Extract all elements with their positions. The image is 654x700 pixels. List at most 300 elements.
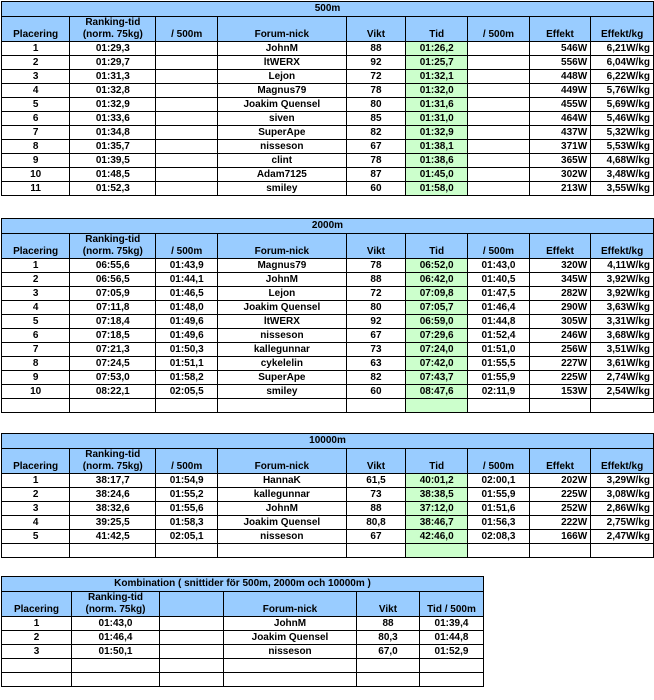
tid-cell [406,544,468,558]
header-ranking: Ranking-tid (norm. 75kg) [70,17,156,42]
effektkg-cell: 6,04W/kg [591,56,654,70]
vikt-cell: 67 [346,140,406,154]
table-row [2,42,654,56]
per500-cell: 02:05,5 [156,385,218,399]
nick-cell: Adam7125 [218,168,347,182]
ranking-cell: 38:32,6 [70,502,156,516]
effektkg-cell: 3,92W/kg [591,287,654,301]
nick-cell: ltWERX [218,56,347,70]
header-effektkg: Effekt/kg [591,234,654,259]
vikt-cell: 63 [346,357,406,371]
header-vikt: Vikt [346,449,406,474]
effektkg-cell: 2,75W/kg [591,516,654,530]
placering-cell: 4 [2,84,70,98]
placering-cell: 2 [2,631,72,645]
effektkg-cell: 3,29W/kg [591,474,654,488]
tid-per500-cell [468,140,530,154]
header-tid-per500: / 500m [468,234,530,259]
effektkg-cell [591,399,654,413]
header-ranking: Ranking-tid (norm. 75kg) [70,234,156,259]
header-effektkg: Effekt/kg [591,17,654,42]
vikt-cell: 92 [346,315,406,329]
tid-per500-cell [468,399,530,413]
header-placering: Placering [2,17,70,42]
header-effekt: Effekt [529,234,590,259]
tid-cell: 08:47,6 [406,385,468,399]
placering-cell: 1 [2,474,70,488]
effektkg-cell: 3,92W/kg [591,273,654,287]
table-row [2,488,654,502]
effekt-cell: 437W [529,126,590,140]
effekt-cell: 448W [529,70,590,84]
vikt-cell: 85 [346,112,406,126]
vikt-cell: 60 [346,385,406,399]
placering-cell: 2 [2,488,70,502]
ranking-cell: 07:18,4 [70,315,156,329]
per500-cell [156,84,218,98]
vikt-cell: 73 [346,488,406,502]
tid-per500-cell [468,56,530,70]
tid-per500-cell [468,70,530,84]
tid-per500-cell [468,42,530,56]
tid-cell: 07:42,0 [406,357,468,371]
tid-per500-cell [468,182,530,196]
nick-cell: Joakim Quensel [224,631,357,645]
placering-cell: 5 [2,98,70,112]
placering-cell: 10 [2,168,70,182]
table-row [2,502,654,516]
header-tid-per500: / 500m [468,449,530,474]
tid-per500-cell [420,659,484,673]
per500-cell: 01:51,1 [156,357,218,371]
vikt-cell: 61,5 [346,474,406,488]
vikt-cell: 80,8 [346,516,406,530]
per500-cell: 01:49,6 [156,329,218,343]
tid-per500-cell: 01:51,0 [468,343,530,357]
vikt-cell: 60 [346,182,406,196]
ranking-cell: 01:43,0 [72,617,160,631]
header-nick: Forum-nick [224,592,357,617]
effekt-cell: 455W [529,98,590,112]
nick-cell [224,673,357,687]
ranking-cell: 01:32,8 [70,84,156,98]
table-row [2,182,654,196]
effektkg-cell: 4,68W/kg [591,154,654,168]
vikt-cell: 92 [346,56,406,70]
table-row [2,154,654,168]
header-nick: Forum-nick [218,17,347,42]
vikt-cell: 67 [346,530,406,544]
per500-cell [156,112,218,126]
tid-per500-cell: 01:46,4 [468,301,530,315]
nick-cell: SuperApe [218,126,347,140]
tid-per500-cell: 01:44,8 [468,315,530,329]
per500-cell [160,673,224,687]
table-kombination [1,576,484,687]
tid-per500-cell [468,98,530,112]
nick-cell: clint [218,154,347,168]
table-row [2,301,654,315]
header-placering: Placering [2,449,70,474]
table-row [2,516,654,530]
effekt-cell: 345W [529,273,590,287]
vikt-cell: 78 [346,154,406,168]
effekt-cell: 153W [529,385,590,399]
nick-cell: JohnM [218,273,347,287]
effekt-cell: 290W [529,301,590,315]
effekt-cell: 371W [529,140,590,154]
tid-per500-cell [468,112,530,126]
table-row [2,617,484,631]
effekt-cell: 225W [529,371,590,385]
per500-cell [156,140,218,154]
vikt-cell: 80 [346,301,406,315]
nick-cell: cykelelin [218,357,347,371]
placering-cell: 9 [2,154,70,168]
tid-cell: 01:38,6 [406,154,468,168]
table-row [2,140,654,154]
tid-per500-cell [468,544,530,558]
effektkg-cell: 2,54W/kg [591,385,654,399]
section-title: 10000m [2,434,654,449]
nick-cell: nisseson [218,530,347,544]
table-row [2,259,654,273]
effektkg-cell: 3,31W/kg [591,315,654,329]
effekt-cell: 464W [529,112,590,126]
header-effektkg: Effekt/kg [591,449,654,474]
placering-cell: 6 [2,329,70,343]
table-row [2,343,654,357]
vikt-cell: 80,3 [357,631,420,645]
per500-cell: 01:55,2 [156,488,218,502]
table-row [2,84,654,98]
tid-per500-cell [468,168,530,182]
nick-cell: smiley [218,182,347,196]
placering-cell: 6 [2,112,70,126]
table-row [2,371,654,385]
ranking-cell: 07:11,8 [70,301,156,315]
tid-cell: 01:26,2 [406,42,468,56]
header-nick: Forum-nick [218,234,347,259]
ranking-cell: 07:05,9 [70,287,156,301]
tid-per500-cell [420,673,484,687]
effekt-cell: 449W [529,84,590,98]
effektkg-cell: 2,86W/kg [591,502,654,516]
ranking-cell: 06:55,6 [70,259,156,273]
effektkg-cell: 4,11W/kg [591,259,654,273]
placering-cell: 2 [2,273,70,287]
placering-cell: 5 [2,530,70,544]
placering-cell [2,544,70,558]
effekt-cell [529,399,590,413]
ranking-cell: 01:31,3 [70,70,156,84]
header-ranking: Ranking-tid (norm. 75kg) [72,592,160,617]
ranking-cell: 01:50,1 [72,645,160,659]
header-nick: Forum-nick [218,449,347,474]
vikt-cell: 72 [346,70,406,84]
ranking-cell: 01:34,8 [70,126,156,140]
effektkg-cell: 3,51W/kg [591,343,654,357]
ranking-cell [72,659,160,673]
effektkg-cell: 5,76W/kg [591,84,654,98]
placering-cell: 3 [2,502,70,516]
header-ranking: Ranking-tid (norm. 75kg) [70,449,156,474]
tid-cell: 37:12,0 [406,502,468,516]
tid-cell: 07:24,0 [406,343,468,357]
placering-cell: 8 [2,357,70,371]
tid-per500-cell [468,84,530,98]
placering-cell: 3 [2,645,72,659]
tid-per500-cell: 01:55,9 [468,371,530,385]
section-title: 2000m [2,219,654,234]
tid-cell: 01:38,1 [406,140,468,154]
effektkg-cell: 3,55W/kg [591,182,654,196]
table-row [2,645,484,659]
nick-cell: Lejon [218,70,347,84]
table-row [2,168,654,182]
ranking-cell: 01:32,9 [70,98,156,112]
tid-cell: 40:01,2 [406,474,468,488]
effekt-cell: 252W [529,502,590,516]
vikt-cell: 67,0 [357,645,420,659]
per500-cell [156,544,218,558]
nick-cell: kallegunnar [218,343,347,357]
tid-per500-cell: 01:52,4 [468,329,530,343]
tid-cell: 07:43,7 [406,371,468,385]
header-vikt: Vikt [346,17,406,42]
table-row [2,357,654,371]
nick-cell: SuperApe [218,371,347,385]
placering-cell: 1 [2,259,70,273]
header-placering: Placering [2,234,70,259]
nick-cell [224,659,357,673]
per500-cell [156,399,218,413]
per500-cell [156,182,218,196]
placering-cell: 5 [2,315,70,329]
tid-cell: 01:58,0 [406,182,468,196]
table-row [2,287,654,301]
table-row [2,399,654,413]
vikt-cell: 82 [346,371,406,385]
ranking-cell: 07:53,0 [70,371,156,385]
effektkg-cell: 6,22W/kg [591,70,654,84]
vikt-cell [346,544,406,558]
per500-cell: 01:46,5 [156,287,218,301]
effektkg-cell: 2,47W/kg [591,530,654,544]
table-row [2,530,654,544]
tid-per500-cell: 01:56,3 [468,516,530,530]
tid-per500-cell: 01:52,9 [420,645,484,659]
effektkg-cell: 5,53W/kg [591,140,654,154]
nick-cell: Magnus79 [218,259,347,273]
vikt-cell: 88 [357,617,420,631]
per500-cell [156,126,218,140]
nick-cell: JohnM [218,42,347,56]
tid-per500-cell: 01:51,6 [468,502,530,516]
ranking-cell: 06:56,5 [70,273,156,287]
effekt-cell: 166W [529,530,590,544]
tid-cell: 07:05,7 [406,301,468,315]
placering-cell: 7 [2,126,70,140]
vikt-cell: 88 [346,502,406,516]
header-vikt: Vikt [346,234,406,259]
nick-cell: nisseson [218,140,347,154]
tid-per500-cell: 02:11,9 [468,385,530,399]
placering-cell: 9 [2,371,70,385]
effekt-cell: 225W [529,488,590,502]
per500-cell [156,154,218,168]
section-title: Kombination ( snittider för 500m, 2000m och 10000m ) [2,577,484,592]
vikt-cell [357,673,420,687]
tid-per500-cell: 01:44,8 [420,631,484,645]
placering-cell [2,659,72,673]
ranking-cell [70,544,156,558]
table-row [2,329,654,343]
tid-cell: 38:38,5 [406,488,468,502]
effektkg-cell: 5,46W/kg [591,112,654,126]
per500-cell: 01:48,0 [156,301,218,315]
per500-cell [160,659,224,673]
per500-cell: 01:49,6 [156,315,218,329]
effekt-cell: 546W [529,42,590,56]
effekt-cell: 556W [529,56,590,70]
effektkg-cell: 3,63W/kg [591,301,654,315]
ranking-cell: 01:35,7 [70,140,156,154]
placering-cell: 2 [2,56,70,70]
table-row [2,56,654,70]
header-placering: Placering [2,592,72,617]
header-tid: Tid [406,17,468,42]
placering-cell: 8 [2,140,70,154]
table-row [2,70,654,84]
placering-cell: 11 [2,182,70,196]
header-tid-per500: / 500m [468,17,530,42]
ranking-cell: 01:29,7 [70,56,156,70]
placering-cell: 10 [2,385,70,399]
vikt-cell: 78 [346,84,406,98]
tid-cell: 06:52,0 [406,259,468,273]
per500-cell: 01:54,9 [156,474,218,488]
table-2000m [1,218,654,413]
header-vikt: Vikt [357,592,420,617]
nick-cell: Joakim Quensel [218,301,347,315]
effekt-cell: 302W [529,168,590,182]
effektkg-cell: 5,69W/kg [591,98,654,112]
placering-cell: 4 [2,516,70,530]
tid-per500-cell: 01:43,0 [468,259,530,273]
header-per500: / 500m [156,449,218,474]
vikt-cell: 72 [346,287,406,301]
ranking-cell: 01:48,5 [70,168,156,182]
section-title: 500m [2,2,654,17]
tid-cell: 42:46,0 [406,530,468,544]
per500-cell: 01:58,2 [156,371,218,385]
vikt-cell [357,659,420,673]
table-row [2,544,654,558]
header-tid: Tid [406,449,468,474]
per500-cell [156,168,218,182]
nick-cell: nisseson [224,645,357,659]
ranking-cell [72,673,160,687]
nick-cell: Joakim Quensel [218,516,347,530]
per500-cell: 01:44,1 [156,273,218,287]
header-tid-per500: Tid / 500m [420,592,484,617]
table-row [2,659,484,673]
ranking-cell [70,399,156,413]
effektkg-cell: 6,21W/kg [591,42,654,56]
tid-per500-cell: 01:47,5 [468,287,530,301]
placering-cell: 3 [2,70,70,84]
table-10000m [1,433,654,558]
nick-cell: ltWERX [218,315,347,329]
table-row [2,273,654,287]
ranking-cell: 01:33,6 [70,112,156,126]
per500-cell [156,56,218,70]
nick-cell: HannaK [218,474,347,488]
ranking-cell: 38:24,6 [70,488,156,502]
per500-cell [156,42,218,56]
header-effekt: Effekt [529,449,590,474]
table-row [2,315,654,329]
per500-cell: 01:55,6 [156,502,218,516]
tid-per500-cell: 01:40,5 [468,273,530,287]
effektkg-cell: 2,74W/kg [591,371,654,385]
tid-cell: 06:42,0 [406,273,468,287]
effekt-cell: 202W [529,474,590,488]
effekt-cell: 227W [529,357,590,371]
placering-cell: 1 [2,617,72,631]
nick-cell: Lejon [218,287,347,301]
table-row [2,673,484,687]
per500-cell: 01:50,3 [156,343,218,357]
ranking-cell: 38:17,7 [70,474,156,488]
effekt-cell: 365W [529,154,590,168]
table-row [2,385,654,399]
effekt-cell: 282W [529,287,590,301]
tid-cell: 01:45,0 [406,168,468,182]
nick-cell: nisseson [218,329,347,343]
placering-cell [2,399,70,413]
per500-cell: 01:58,3 [156,516,218,530]
table-row [2,631,484,645]
effekt-cell: 246W [529,329,590,343]
tid-cell: 01:25,7 [406,56,468,70]
nick-cell: Magnus79 [218,84,347,98]
per500-cell: 02:05,1 [156,530,218,544]
effekt-cell: 222W [529,516,590,530]
nick-cell [218,544,347,558]
effekt-cell: 256W [529,343,590,357]
ranking-cell: 01:46,4 [72,631,160,645]
nick-cell [218,399,347,413]
table-row [2,126,654,140]
tid-cell: 06:59,0 [406,315,468,329]
ranking-cell: 08:22,1 [70,385,156,399]
header-tid: Tid [406,234,468,259]
tid-per500-cell: 01:55,5 [468,357,530,371]
tid-cell: 38:46,7 [406,516,468,530]
tid-per500-cell: 01:55,9 [468,488,530,502]
ranking-cell: 01:52,3 [70,182,156,196]
vikt-cell: 87 [346,168,406,182]
nick-cell: Joakim Quensel [218,98,347,112]
effekt-cell: 305W [529,315,590,329]
per500-cell [160,631,224,645]
header-effekt: Effekt [529,17,590,42]
placering-cell: 7 [2,343,70,357]
ranking-cell: 01:39,5 [70,154,156,168]
vikt-cell: 88 [346,273,406,287]
